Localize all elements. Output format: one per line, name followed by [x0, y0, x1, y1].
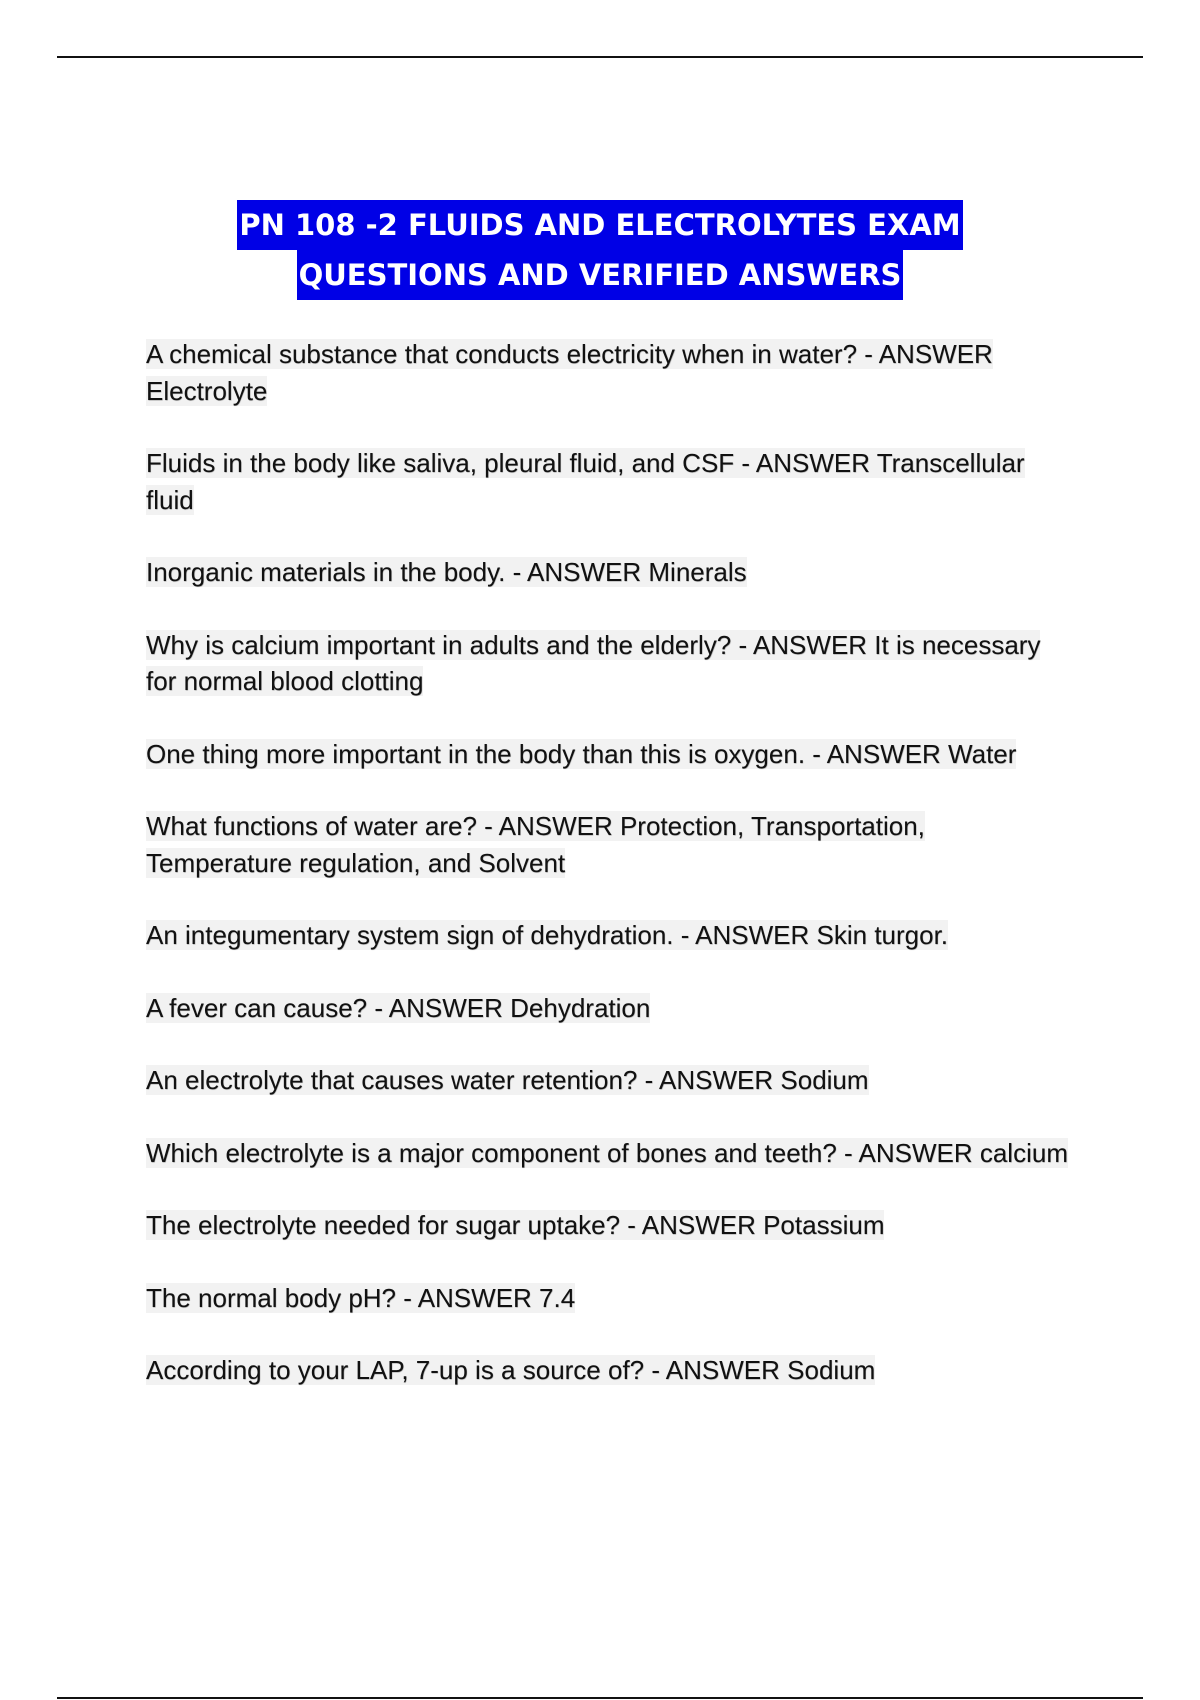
qa-text: According to your LAP, 7-up is a source of? - ANSWER Sodium	[146, 1355, 876, 1385]
qa-list	[146, 336, 1076, 1425]
qa-item	[146, 554, 1076, 591]
qa-text: Which electrolyte is a major component of bones and teeth? - ANSWER calcium	[146, 1137, 1068, 1168]
qa-text: The normal body pH? - ANSWER 7.4	[146, 1282, 576, 1313]
qa-text: One thing more important in the body than this is oxygen. - ANSWER Water	[146, 738, 1017, 769]
qa-item	[146, 736, 1076, 773]
qa-item	[146, 917, 1076, 954]
qa-item	[146, 627, 1076, 700]
qa-item	[146, 1352, 1076, 1389]
qa-text: Why is calcium important in adults and the elderly? - ANSWER It is necessary for normal blood clotting	[146, 629, 1041, 696]
qa-text: Fluids in the body like saliva, pleural fluid, and CSF - ANSWER Transcellular fluid	[146, 448, 1025, 515]
title-line-1: PN 108 -2 FLUIDS AND ELECTROLYTES EXAM	[237, 200, 962, 250]
qa-item	[146, 445, 1076, 518]
qa-text: What functions of water are? - ANSWER Protection, Transportation, Temperature regulation, and Solvent	[146, 811, 925, 878]
qa-item	[146, 1062, 1076, 1099]
top-rule	[57, 56, 1143, 58]
qa-item	[146, 1135, 1076, 1172]
qa-item	[146, 336, 1076, 409]
qa-text: An electrolyte that causes water retention? - ANSWER Sodium	[146, 1065, 869, 1095]
qa-item	[146, 1280, 1076, 1317]
qa-text: Inorganic materials in the body. - ANSWER Minerals	[146, 557, 747, 587]
qa-item	[146, 808, 1076, 881]
qa-text: An integumentary system sign of dehydration. - ANSWER Skin turgor.	[146, 920, 949, 950]
title-line-2: QUESTIONS AND VERIFIED ANSWERS	[297, 250, 904, 300]
bottom-rule	[57, 1697, 1143, 1699]
qa-item	[146, 1207, 1076, 1244]
qa-text: A chemical substance that conducts electricity when in water? - ANSWER Electrolyte	[146, 339, 993, 406]
qa-item	[146, 990, 1076, 1027]
qa-text: The electrolyte needed for sugar uptake? - ANSWER Potassium	[146, 1210, 885, 1240]
qa-text: A fever can cause? - ANSWER Dehydration	[146, 992, 651, 1023]
document-title	[0, 200, 1200, 300]
